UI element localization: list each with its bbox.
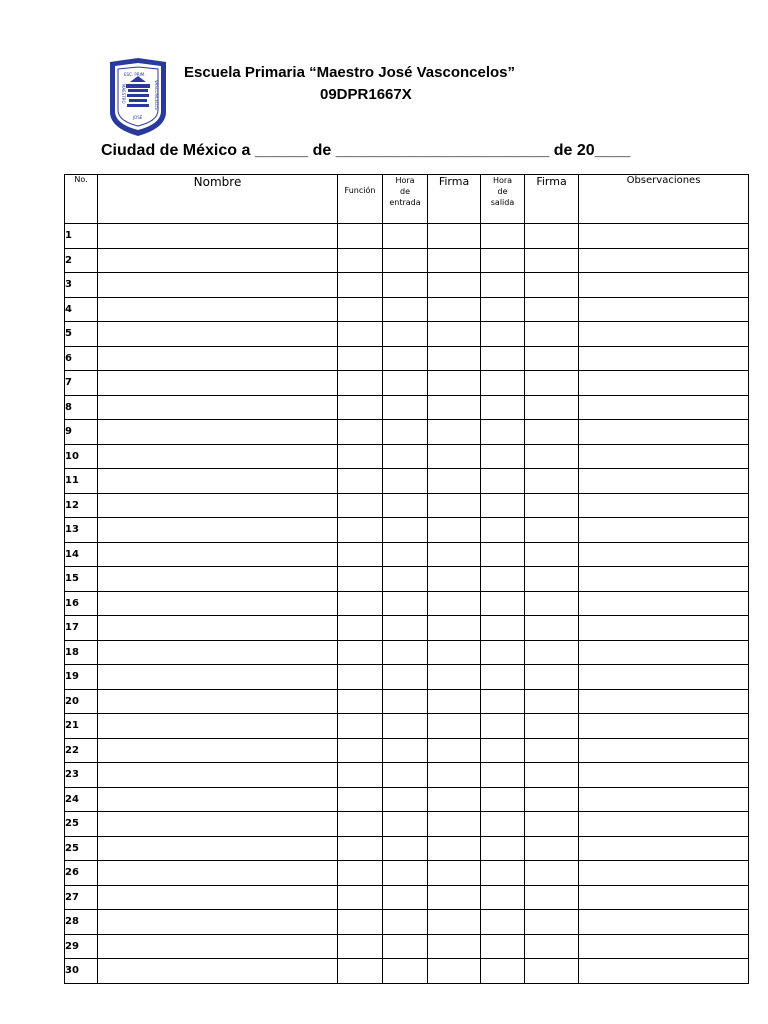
- school-seal-logo: [106, 56, 170, 138]
- cell-firma-salida[interactable]: [525, 885, 579, 910]
- cell-nombre[interactable]: [98, 322, 338, 347]
- cell-hora-salida[interactable]: [481, 787, 525, 812]
- cell-hora-entrada[interactable]: [383, 787, 428, 812]
- cell-funcion[interactable]: [338, 836, 383, 861]
- cell-funcion[interactable]: [338, 665, 383, 690]
- table-row: [65, 469, 749, 494]
- cell-nombre[interactable]: [98, 689, 338, 714]
- row-number: 24: [65, 787, 98, 812]
- svg-text:ESC. PRIM.: ESC. PRIM.: [124, 72, 146, 77]
- cell-hora-entrada[interactable]: [383, 297, 428, 322]
- cell-nombre[interactable]: [98, 371, 338, 396]
- cell-nombre[interactable]: [98, 640, 338, 665]
- cell-observaciones[interactable]: [579, 812, 749, 837]
- school-code: 09DPR1667X: [320, 86, 412, 103]
- table-row: [65, 787, 749, 812]
- cell-hora-salida[interactable]: [481, 322, 525, 347]
- cell-funcion[interactable]: [338, 567, 383, 592]
- row-number: 8: [65, 395, 98, 420]
- cell-firma-entrada[interactable]: [428, 346, 481, 371]
- cell-funcion[interactable]: [338, 934, 383, 959]
- header-firma-entrada: Firma: [428, 175, 481, 224]
- cell-observaciones[interactable]: [579, 248, 749, 273]
- cell-hora-salida[interactable]: [481, 763, 525, 788]
- row-number: 10: [65, 444, 98, 469]
- cell-hora-salida[interactable]: [481, 493, 525, 518]
- cell-firma-entrada[interactable]: [428, 812, 481, 837]
- row-number: 3: [65, 273, 98, 298]
- table-row: [65, 248, 749, 273]
- cell-firma-entrada[interactable]: [428, 395, 481, 420]
- cell-firma-salida[interactable]: [525, 371, 579, 396]
- cell-funcion[interactable]: [338, 395, 383, 420]
- cell-firma-entrada[interactable]: [428, 273, 481, 298]
- cell-observaciones[interactable]: [579, 444, 749, 469]
- row-number: 11: [65, 469, 98, 494]
- header-no: No.: [65, 175, 98, 224]
- cell-funcion[interactable]: [338, 787, 383, 812]
- cell-firma-entrada[interactable]: [428, 763, 481, 788]
- table-row: [65, 885, 749, 910]
- cell-nombre[interactable]: [98, 567, 338, 592]
- row-number: 18: [65, 640, 98, 665]
- cell-hora-salida[interactable]: [481, 469, 525, 494]
- cell-hora-entrada[interactable]: [383, 420, 428, 445]
- row-number: 2: [65, 248, 98, 273]
- cell-nombre[interactable]: [98, 248, 338, 273]
- cell-firma-salida[interactable]: [525, 689, 579, 714]
- cell-funcion[interactable]: [338, 248, 383, 273]
- cell-firma-salida[interactable]: [525, 420, 579, 445]
- cell-funcion[interactable]: [338, 420, 383, 445]
- table-row: [65, 665, 749, 690]
- cell-hora-salida[interactable]: [481, 444, 525, 469]
- row-number: 16: [65, 591, 98, 616]
- cell-firma-salida[interactable]: [525, 787, 579, 812]
- cell-hora-salida[interactable]: [481, 910, 525, 935]
- cell-firma-salida[interactable]: [525, 518, 579, 543]
- cell-observaciones[interactable]: [579, 567, 749, 592]
- cell-firma-entrada[interactable]: [428, 420, 481, 445]
- cell-funcion[interactable]: [338, 322, 383, 347]
- cell-hora-salida[interactable]: [481, 420, 525, 445]
- table-row: [65, 322, 749, 347]
- cell-firma-salida[interactable]: [525, 812, 579, 837]
- cell-hora-salida[interactable]: [481, 738, 525, 763]
- cell-hora-salida[interactable]: [481, 665, 525, 690]
- row-number: 9: [65, 420, 98, 445]
- cell-firma-entrada[interactable]: [428, 714, 481, 739]
- cell-observaciones[interactable]: [579, 420, 749, 445]
- cell-hora-entrada[interactable]: [383, 910, 428, 935]
- cell-funcion[interactable]: [338, 714, 383, 739]
- cell-funcion[interactable]: [338, 861, 383, 886]
- cell-observaciones[interactable]: [579, 714, 749, 739]
- cell-firma-entrada[interactable]: [428, 861, 481, 886]
- table-row: [65, 616, 749, 641]
- cell-firma-salida[interactable]: [525, 616, 579, 641]
- cell-funcion[interactable]: [338, 763, 383, 788]
- table-row: [65, 518, 749, 543]
- cell-hora-salida[interactable]: [481, 224, 525, 249]
- cell-firma-salida[interactable]: [525, 567, 579, 592]
- cell-firma-entrada[interactable]: [428, 567, 481, 592]
- cell-nombre[interactable]: [98, 518, 338, 543]
- cell-funcion[interactable]: [338, 959, 383, 984]
- cell-firma-salida[interactable]: [525, 640, 579, 665]
- cell-funcion[interactable]: [338, 591, 383, 616]
- cell-hora-entrada[interactable]: [383, 493, 428, 518]
- cell-observaciones[interactable]: [579, 934, 749, 959]
- cell-observaciones[interactable]: [579, 787, 749, 812]
- cell-funcion[interactable]: [338, 346, 383, 371]
- cell-hora-salida[interactable]: [481, 297, 525, 322]
- cell-hora-salida[interactable]: [481, 346, 525, 371]
- cell-funcion[interactable]: [338, 469, 383, 494]
- cell-observaciones[interactable]: [579, 959, 749, 984]
- header-firma-salida: Firma: [525, 175, 579, 224]
- cell-hora-salida[interactable]: [481, 689, 525, 714]
- cell-hora-entrada[interactable]: [383, 885, 428, 910]
- cell-hora-salida[interactable]: [481, 273, 525, 298]
- attendance-table: [64, 174, 749, 984]
- row-number: 6: [65, 346, 98, 371]
- cell-firma-salida[interactable]: [525, 836, 579, 861]
- cell-nombre[interactable]: [98, 591, 338, 616]
- table-body: [65, 224, 749, 984]
- cell-observaciones[interactable]: [579, 640, 749, 665]
- cell-firma-salida[interactable]: [525, 322, 579, 347]
- cell-hora-entrada[interactable]: [383, 836, 428, 861]
- header-nombre: Nombre: [98, 175, 338, 224]
- cell-firma-salida[interactable]: [525, 959, 579, 984]
- cell-firma-entrada[interactable]: [428, 224, 481, 249]
- cell-firma-entrada[interactable]: [428, 885, 481, 910]
- cell-funcion[interactable]: [338, 493, 383, 518]
- table-row: [65, 812, 749, 837]
- row-number: 15: [65, 567, 98, 592]
- cell-hora-entrada[interactable]: [383, 665, 428, 690]
- cell-nombre[interactable]: [98, 910, 338, 935]
- cell-hora-entrada[interactable]: [383, 934, 428, 959]
- cell-observaciones[interactable]: [579, 861, 749, 886]
- row-number: 12: [65, 493, 98, 518]
- cell-hora-salida[interactable]: [481, 567, 525, 592]
- table-row: [65, 591, 749, 616]
- row-number: 7: [65, 371, 98, 396]
- cell-observaciones[interactable]: [579, 763, 749, 788]
- cell-firma-entrada[interactable]: [428, 665, 481, 690]
- cell-hora-salida[interactable]: [481, 861, 525, 886]
- cell-nombre[interactable]: [98, 861, 338, 886]
- cell-observaciones[interactable]: [579, 910, 749, 935]
- cell-funcion[interactable]: [338, 542, 383, 567]
- cell-firma-salida[interactable]: [525, 346, 579, 371]
- header-funcion: Función: [338, 175, 383, 224]
- row-number: 5: [65, 322, 98, 347]
- cell-nombre[interactable]: [98, 885, 338, 910]
- cell-hora-salida[interactable]: [481, 616, 525, 641]
- table-row: [65, 542, 749, 567]
- cell-hora-entrada[interactable]: [383, 812, 428, 837]
- cell-nombre[interactable]: [98, 836, 338, 861]
- row-number: 25: [65, 836, 98, 861]
- cell-nombre[interactable]: [98, 959, 338, 984]
- cell-firma-salida[interactable]: [525, 395, 579, 420]
- table-row: [65, 444, 749, 469]
- cell-nombre[interactable]: [98, 763, 338, 788]
- table-row: [65, 861, 749, 886]
- row-number: 1: [65, 224, 98, 249]
- cell-nombre[interactable]: [98, 665, 338, 690]
- cell-firma-entrada[interactable]: [428, 248, 481, 273]
- cell-observaciones[interactable]: [579, 346, 749, 371]
- cell-nombre[interactable]: [98, 934, 338, 959]
- cell-hora-entrada[interactable]: [383, 738, 428, 763]
- cell-hora-entrada[interactable]: [383, 861, 428, 886]
- cell-firma-entrada[interactable]: [428, 934, 481, 959]
- cell-hora-entrada[interactable]: [383, 518, 428, 543]
- cell-funcion[interactable]: [338, 885, 383, 910]
- table-row: [65, 297, 749, 322]
- cell-funcion[interactable]: [338, 910, 383, 935]
- cell-observaciones[interactable]: [579, 224, 749, 249]
- cell-firma-entrada[interactable]: [428, 910, 481, 935]
- cell-hora-salida[interactable]: [481, 836, 525, 861]
- cell-observaciones[interactable]: [579, 371, 749, 396]
- cell-observaciones[interactable]: [579, 689, 749, 714]
- cell-funcion[interactable]: [338, 518, 383, 543]
- cell-nombre[interactable]: [98, 297, 338, 322]
- cell-hora-salida[interactable]: [481, 812, 525, 837]
- table-row: [65, 371, 749, 396]
- cell-observaciones[interactable]: [579, 542, 749, 567]
- table-row: [65, 493, 749, 518]
- cell-observaciones[interactable]: [579, 836, 749, 861]
- table-row: [65, 910, 749, 935]
- cell-observaciones[interactable]: [579, 591, 749, 616]
- row-number: 22: [65, 738, 98, 763]
- row-number: 13: [65, 518, 98, 543]
- cell-nombre[interactable]: [98, 738, 338, 763]
- cell-hora-salida[interactable]: [481, 248, 525, 273]
- cell-firma-entrada[interactable]: [428, 591, 481, 616]
- cell-hora-salida[interactable]: [481, 542, 525, 567]
- cell-nombre[interactable]: [98, 346, 338, 371]
- table-row: [65, 763, 749, 788]
- row-number: 26: [65, 861, 98, 886]
- table-row: [65, 836, 749, 861]
- cell-hora-entrada[interactable]: [383, 763, 428, 788]
- cell-hora-entrada[interactable]: [383, 591, 428, 616]
- cell-funcion[interactable]: [338, 738, 383, 763]
- cell-hora-salida[interactable]: [481, 934, 525, 959]
- cell-observaciones[interactable]: [579, 469, 749, 494]
- cell-funcion[interactable]: [338, 371, 383, 396]
- cell-firma-salida[interactable]: [525, 910, 579, 935]
- cell-hora-entrada[interactable]: [383, 542, 428, 567]
- cell-firma-entrada[interactable]: [428, 640, 481, 665]
- header-observaciones: Observaciones: [579, 175, 749, 224]
- cell-firma-salida[interactable]: [525, 493, 579, 518]
- cell-hora-salida[interactable]: [481, 885, 525, 910]
- cell-firma-salida[interactable]: [525, 224, 579, 249]
- cell-hora-salida[interactable]: [481, 518, 525, 543]
- row-number: 30: [65, 959, 98, 984]
- cell-firma-entrada[interactable]: [428, 493, 481, 518]
- cell-hora-salida[interactable]: [481, 959, 525, 984]
- cell-funcion[interactable]: [338, 297, 383, 322]
- cell-observaciones[interactable]: [579, 518, 749, 543]
- cell-hora-entrada[interactable]: [383, 346, 428, 371]
- cell-hora-entrada[interactable]: [383, 469, 428, 494]
- cell-funcion[interactable]: [338, 812, 383, 837]
- cell-firma-salida[interactable]: [525, 934, 579, 959]
- cell-nombre[interactable]: [98, 714, 338, 739]
- header-hora-entrada: Hora de entrada: [383, 175, 428, 224]
- cell-funcion[interactable]: [338, 616, 383, 641]
- cell-hora-salida[interactable]: [481, 591, 525, 616]
- cell-nombre[interactable]: [98, 812, 338, 837]
- cell-nombre[interactable]: [98, 787, 338, 812]
- cell-firma-salida[interactable]: [525, 297, 579, 322]
- table-row: [65, 567, 749, 592]
- cell-funcion[interactable]: [338, 224, 383, 249]
- cell-hora-salida[interactable]: [481, 714, 525, 739]
- cell-hora-entrada[interactable]: [383, 224, 428, 249]
- header-hora-salida: Hora de salida: [481, 175, 525, 224]
- svg-text:VASCONCELOS: VASCONCELOS: [154, 80, 159, 110]
- cell-firma-entrada[interactable]: [428, 371, 481, 396]
- cell-observaciones[interactable]: [579, 395, 749, 420]
- cell-hora-entrada[interactable]: [383, 248, 428, 273]
- cell-hora-entrada[interactable]: [383, 640, 428, 665]
- cell-firma-entrada[interactable]: [428, 297, 481, 322]
- cell-hora-entrada[interactable]: [383, 714, 428, 739]
- cell-nombre[interactable]: [98, 224, 338, 249]
- cell-hora-entrada[interactable]: [383, 322, 428, 347]
- cell-nombre[interactable]: [98, 444, 338, 469]
- cell-hora-salida[interactable]: [481, 371, 525, 396]
- cell-firma-entrada[interactable]: [428, 787, 481, 812]
- table-row: [65, 959, 749, 984]
- row-number: 19: [65, 665, 98, 690]
- table-row: [65, 689, 749, 714]
- table-row: [65, 395, 749, 420]
- table-row: [65, 346, 749, 371]
- row-number: 23: [65, 763, 98, 788]
- table-row: [65, 640, 749, 665]
- cell-hora-entrada[interactable]: [383, 395, 428, 420]
- cell-observaciones[interactable]: [579, 616, 749, 641]
- cell-firma-salida[interactable]: [525, 714, 579, 739]
- row-number: 20: [65, 689, 98, 714]
- cell-firma-salida[interactable]: [525, 665, 579, 690]
- table-row: [65, 224, 749, 249]
- cell-firma-salida[interactable]: [525, 542, 579, 567]
- row-number: 28: [65, 910, 98, 935]
- cell-firma-salida[interactable]: [525, 591, 579, 616]
- row-number: 27: [65, 885, 98, 910]
- cell-observaciones[interactable]: [579, 273, 749, 298]
- cell-observaciones[interactable]: [579, 885, 749, 910]
- cell-firma-salida[interactable]: [525, 444, 579, 469]
- cell-observaciones[interactable]: [579, 322, 749, 347]
- cell-hora-entrada[interactable]: [383, 959, 428, 984]
- row-number: 14: [65, 542, 98, 567]
- table-row: [65, 420, 749, 445]
- cell-nombre[interactable]: [98, 420, 338, 445]
- cell-nombre[interactable]: [98, 273, 338, 298]
- cell-hora-entrada[interactable]: [383, 444, 428, 469]
- row-number: 4: [65, 297, 98, 322]
- row-number: 21: [65, 714, 98, 739]
- cell-firma-entrada[interactable]: [428, 836, 481, 861]
- cell-firma-entrada[interactable]: [428, 689, 481, 714]
- cell-observaciones[interactable]: [579, 738, 749, 763]
- cell-observaciones[interactable]: [579, 297, 749, 322]
- table-header-row: [65, 175, 749, 224]
- cell-nombre[interactable]: [98, 395, 338, 420]
- svg-text:MAESTRO: MAESTRO: [121, 84, 126, 104]
- table-row: [65, 714, 749, 739]
- cell-firma-entrada[interactable]: [428, 469, 481, 494]
- row-number: 29: [65, 934, 98, 959]
- cell-firma-salida[interactable]: [525, 469, 579, 494]
- cell-firma-entrada[interactable]: [428, 518, 481, 543]
- cell-hora-entrada[interactable]: [383, 273, 428, 298]
- cell-nombre[interactable]: [98, 616, 338, 641]
- table-row: [65, 738, 749, 763]
- cell-funcion[interactable]: [338, 689, 383, 714]
- table-row: [65, 273, 749, 298]
- cell-hora-entrada[interactable]: [383, 689, 428, 714]
- cell-observaciones[interactable]: [579, 493, 749, 518]
- cell-firma-salida[interactable]: [525, 861, 579, 886]
- cell-funcion[interactable]: [338, 640, 383, 665]
- cell-firma-entrada[interactable]: [428, 738, 481, 763]
- cell-firma-entrada[interactable]: [428, 542, 481, 567]
- cell-hora-entrada[interactable]: [383, 371, 428, 396]
- cell-firma-entrada[interactable]: [428, 959, 481, 984]
- cell-hora-salida[interactable]: [481, 395, 525, 420]
- cell-firma-salida[interactable]: [525, 248, 579, 273]
- cell-funcion[interactable]: [338, 444, 383, 469]
- cell-firma-salida[interactable]: [525, 273, 579, 298]
- cell-firma-entrada[interactable]: [428, 444, 481, 469]
- cell-firma-entrada[interactable]: [428, 322, 481, 347]
- school-name: Escuela Primaria “Maestro José Vasconcelos”: [184, 64, 516, 81]
- row-number: 17: [65, 616, 98, 641]
- cell-hora-entrada[interactable]: [383, 567, 428, 592]
- cell-nombre[interactable]: [98, 542, 338, 567]
- row-number: 25: [65, 812, 98, 837]
- cell-funcion[interactable]: [338, 273, 383, 298]
- svg-text:JOSÉ: JOSÉ: [133, 115, 143, 120]
- cell-firma-salida[interactable]: [525, 763, 579, 788]
- table-row: [65, 934, 749, 959]
- cell-firma-entrada[interactable]: [428, 616, 481, 641]
- cell-firma-salida[interactable]: [525, 738, 579, 763]
- date-line: Ciudad de México a ______ de ________________________ de 20____: [101, 142, 631, 159]
- cell-hora-entrada[interactable]: [383, 616, 428, 641]
- cell-nombre[interactable]: [98, 493, 338, 518]
- cell-hora-salida[interactable]: [481, 640, 525, 665]
- cell-nombre[interactable]: [98, 469, 338, 494]
- cell-observaciones[interactable]: [579, 665, 749, 690]
